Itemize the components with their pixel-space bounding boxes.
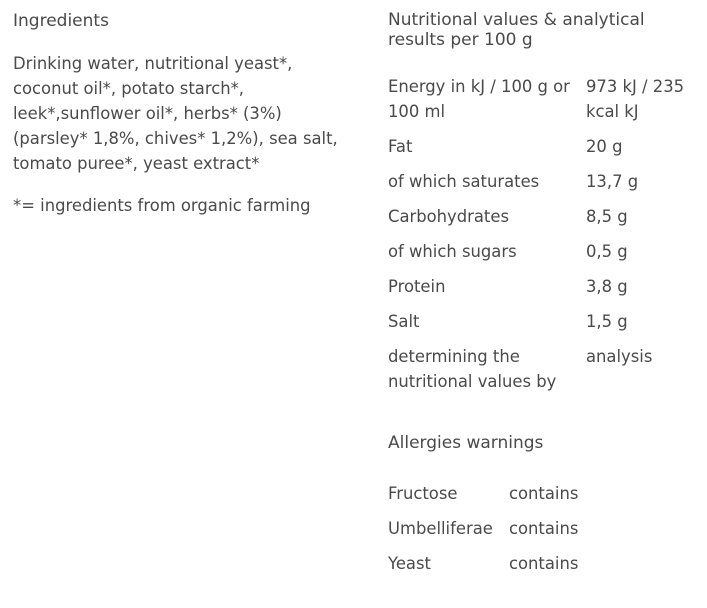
nutrition-section [388,10,698,586]
nutrition-label: Salt [388,312,420,331]
nutrition-label: Carbohydrates [388,207,509,226]
allergy-label: Yeast [388,554,431,573]
nutrition-label: determining the nutritional values by [388,347,557,391]
allergy-label: Fructose [388,484,458,503]
ingredients-heading: Ingredients [13,11,109,31]
allergies-table [388,481,578,586]
nutrition-row-fat [388,134,698,169]
nutrition-row-salt [388,309,698,344]
allergy-row-umbelliferae [388,516,578,551]
allergy-value: contains [509,484,579,503]
allergy-value: contains [509,554,579,573]
allergy-row-yeast [388,551,578,586]
ingredients-list: Drinking water, nutritional yeast*, coconut oil*, potato starch*, leek*,sunflower oil*, herbs* (3%) (parsley* 1,8%, chives* 1,2%), sea salt, tomato puree*, yeast extract* [13,54,338,173]
nutrition-label: Fat [388,137,413,156]
nutrition-row-sugars [388,239,698,274]
nutrition-value: 8,5 g [586,207,628,226]
allergy-row-fructose [388,481,578,516]
nutrition-heading: Nutritional values & analytical results per 100 g [388,10,645,50]
nutrition-value: 20 g [586,137,623,156]
nutrition-row-method [388,344,698,394]
ingredients-section [13,10,343,218]
nutrition-row-protein [388,274,698,309]
nutrition-value: 973 kJ / 235 kcal kJ [586,77,685,121]
allergies-heading: Allergies warnings [388,433,544,453]
nutrition-label: Energy in kJ / 100 g or 100 ml [388,77,570,121]
nutrition-label: Protein [388,277,446,296]
allergy-value: contains [509,519,579,538]
organic-note: *= ingredients from organic farming [13,196,311,215]
nutrition-value: analysis [586,347,653,366]
nutrition-value: 1,5 g [586,312,628,331]
allergy-label: Umbelliferae [388,519,493,538]
nutrition-value: 0,5 g [586,242,628,261]
nutrition-value: 3,8 g [586,277,628,296]
nutrition-value: 13,7 g [586,172,639,191]
nutrition-label: of which sugars [388,242,517,261]
nutrition-table [388,74,698,394]
nutrition-row-carbohydrates [388,204,698,239]
nutrition-label: of which saturates [388,172,540,191]
nutrition-row-energy [388,74,698,134]
nutrition-row-saturates [388,169,698,204]
